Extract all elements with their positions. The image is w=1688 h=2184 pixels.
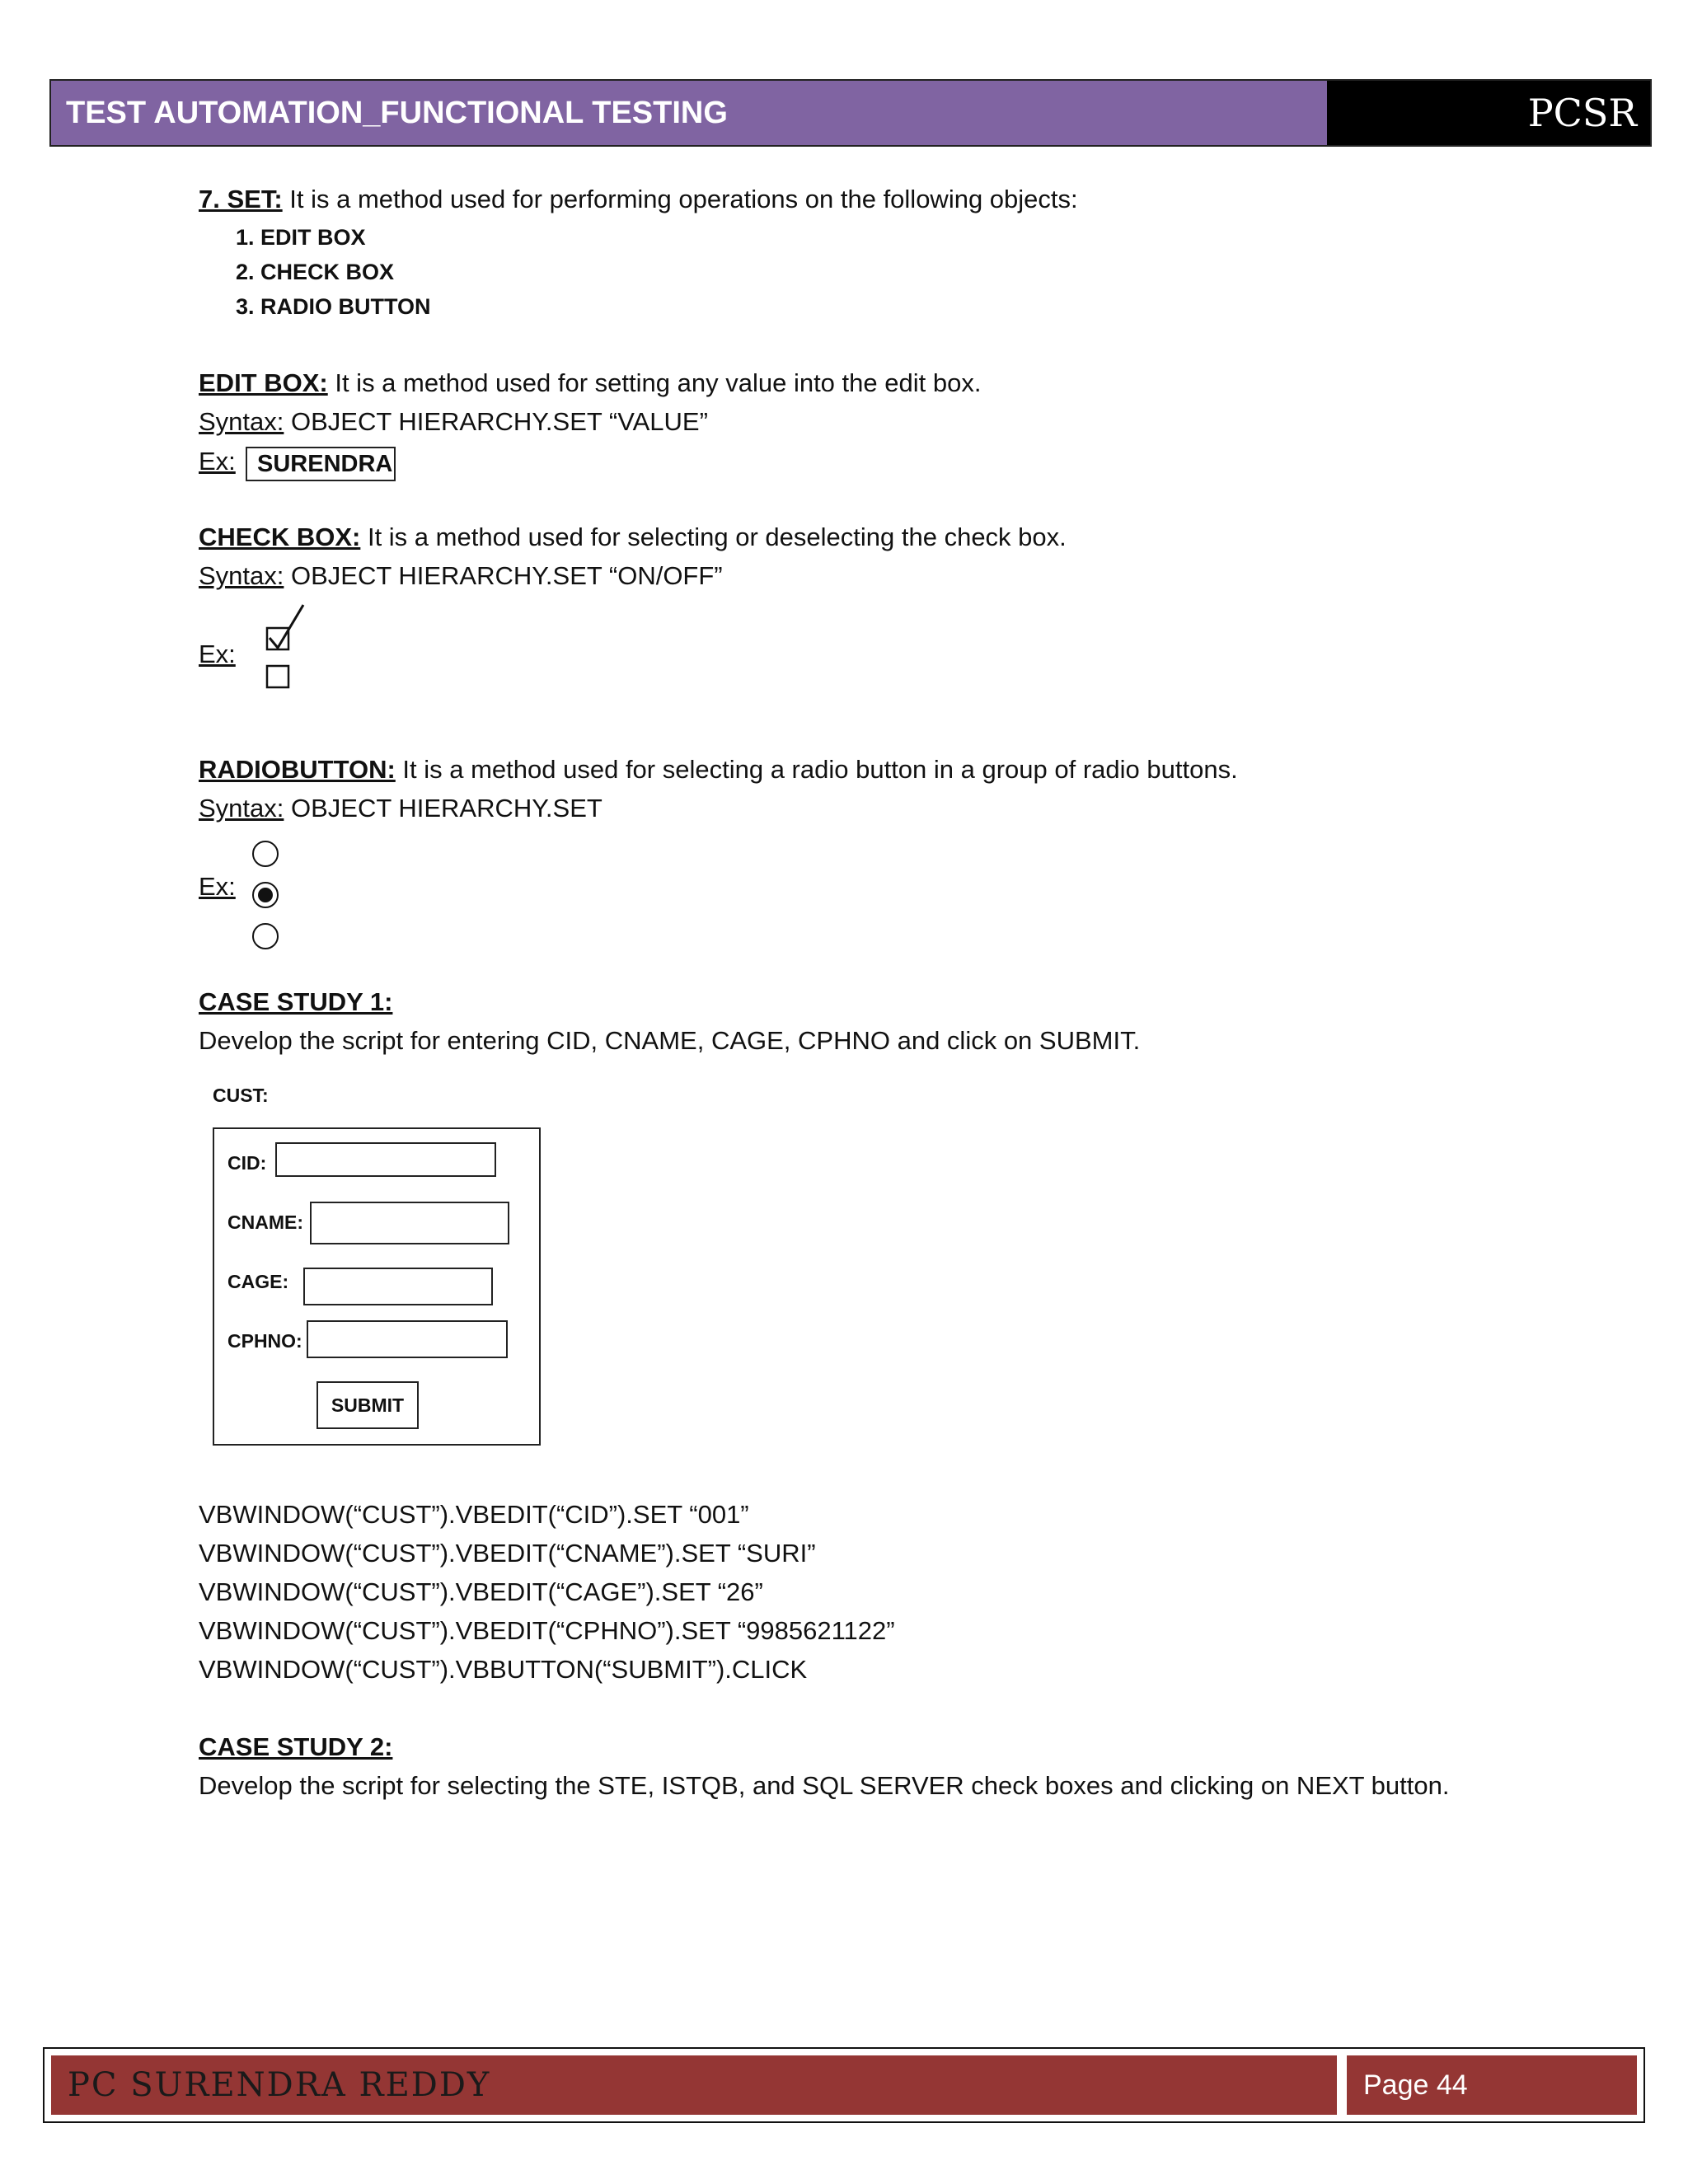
ex-label: Ex: [199, 447, 236, 476]
radio-line [199, 755, 1238, 785]
form-label-cid: CID: [227, 1152, 267, 1174]
script-line: VBWINDOW(“CUST”).VBEDIT(“CNAME”).SET “SURI” [199, 1539, 816, 1568]
check-box-syntax: OBJECT HIERARCHY.SET “ON/OFF” [284, 561, 723, 590]
script-line: VBWINDOW(“CUST”).VBEDIT(“CPHNO”).SET “9985621122” [199, 1616, 895, 1645]
footer-author: PC SURENDRA REDDY [51, 2055, 1337, 2115]
cid-input[interactable] [275, 1142, 496, 1177]
check-box-line [199, 523, 1067, 552]
header-title: TEST AUTOMATION_FUNCTIONAL TESTING [51, 81, 1327, 145]
syntax-label: Syntax: [199, 407, 284, 436]
script-line: VBWINDOW(“CUST”).VBEDIT(“CID”).SET “001” [199, 1500, 749, 1529]
form-window-title: CUST: [213, 1085, 269, 1106]
set-intro-line [199, 185, 1078, 214]
set-list-item: 2. CHECK BOX [236, 260, 395, 284]
ex-label: Ex: [199, 640, 236, 668]
set-heading: 7. SET: [199, 185, 283, 213]
page-footer [43, 2047, 1645, 2123]
check-box-syntax-line [199, 561, 723, 591]
example-checkboxes [262, 602, 308, 694]
cphno-input[interactable] [307, 1320, 508, 1358]
radio-button-unselected[interactable] [252, 923, 279, 949]
radio-button-unselected[interactable] [252, 841, 279, 867]
syntax-label: Syntax: [199, 561, 284, 590]
radio-syntax-line [199, 794, 603, 823]
check-box-heading: CHECK BOX: [199, 523, 361, 551]
ex-label: Ex: [199, 872, 236, 901]
unchecked-checkbox[interactable] [267, 666, 288, 687]
footer-page-number: Page 44 [1347, 2055, 1637, 2115]
form-label-cphno: CPHNO: [227, 1330, 302, 1352]
form-label-cage: CAGE: [227, 1271, 289, 1292]
header-brand: PCSR [1327, 81, 1650, 145]
script-line: VBWINDOW(“CUST”).VBBUTTON(“SUBMIT”).CLICK [199, 1655, 808, 1684]
case-study-2-heading: CASE STUDY 2: [199, 1732, 393, 1761]
set-list-item: 3. RADIO BUTTON [236, 294, 431, 319]
script-line: VBWINDOW(“CUST”).VBEDIT(“CAGE”).SET “26” [199, 1577, 763, 1606]
radio-dot-icon [258, 888, 273, 902]
edit-box-line [199, 368, 981, 398]
cage-input[interactable] [303, 1268, 493, 1305]
set-list-item: 1. EDIT BOX [236, 225, 366, 250]
example-edit-box[interactable]: SURENDRA [246, 447, 396, 481]
checkmark-icon [270, 605, 303, 648]
syntax-label: Syntax: [199, 794, 284, 823]
radio-heading: RADIOBUTTON: [199, 755, 396, 784]
submit-button[interactable]: SUBMIT [316, 1381, 419, 1429]
radio-button-selected[interactable] [252, 882, 279, 908]
cust-form [213, 1127, 541, 1446]
set-intro: It is a method used for performing operations on the following objects: [282, 185, 1078, 213]
case-study-1-desc: Develop the script for entering CID, CNAME, CAGE, CPHNO and click on SUBMIT. [199, 1026, 1141, 1055]
edit-box-heading: EDIT BOX: [199, 368, 328, 397]
page-header [49, 79, 1652, 147]
radio-desc: It is a method used for selecting a radio button in a group of radio buttons. [395, 755, 1238, 784]
cname-input[interactable] [310, 1202, 509, 1244]
edit-box-desc: It is a method used for setting any value into the edit box. [327, 368, 982, 397]
form-label-cname: CNAME: [227, 1212, 303, 1233]
radio-syntax: OBJECT HIERARCHY.SET [284, 794, 603, 823]
edit-box-syntax: OBJECT HIERARCHY.SET “VALUE” [284, 407, 708, 436]
case-study-1-heading: CASE STUDY 1: [199, 987, 393, 1016]
case-study-2-desc: Develop the script for selecting the STE, ISTQB, and SQL SERVER check boxes and clicking on NEXT button. [199, 1771, 1450, 1800]
edit-box-syntax-line [199, 407, 708, 437]
check-box-desc: It is a method used for selecting or deselecting the check box. [360, 523, 1067, 551]
